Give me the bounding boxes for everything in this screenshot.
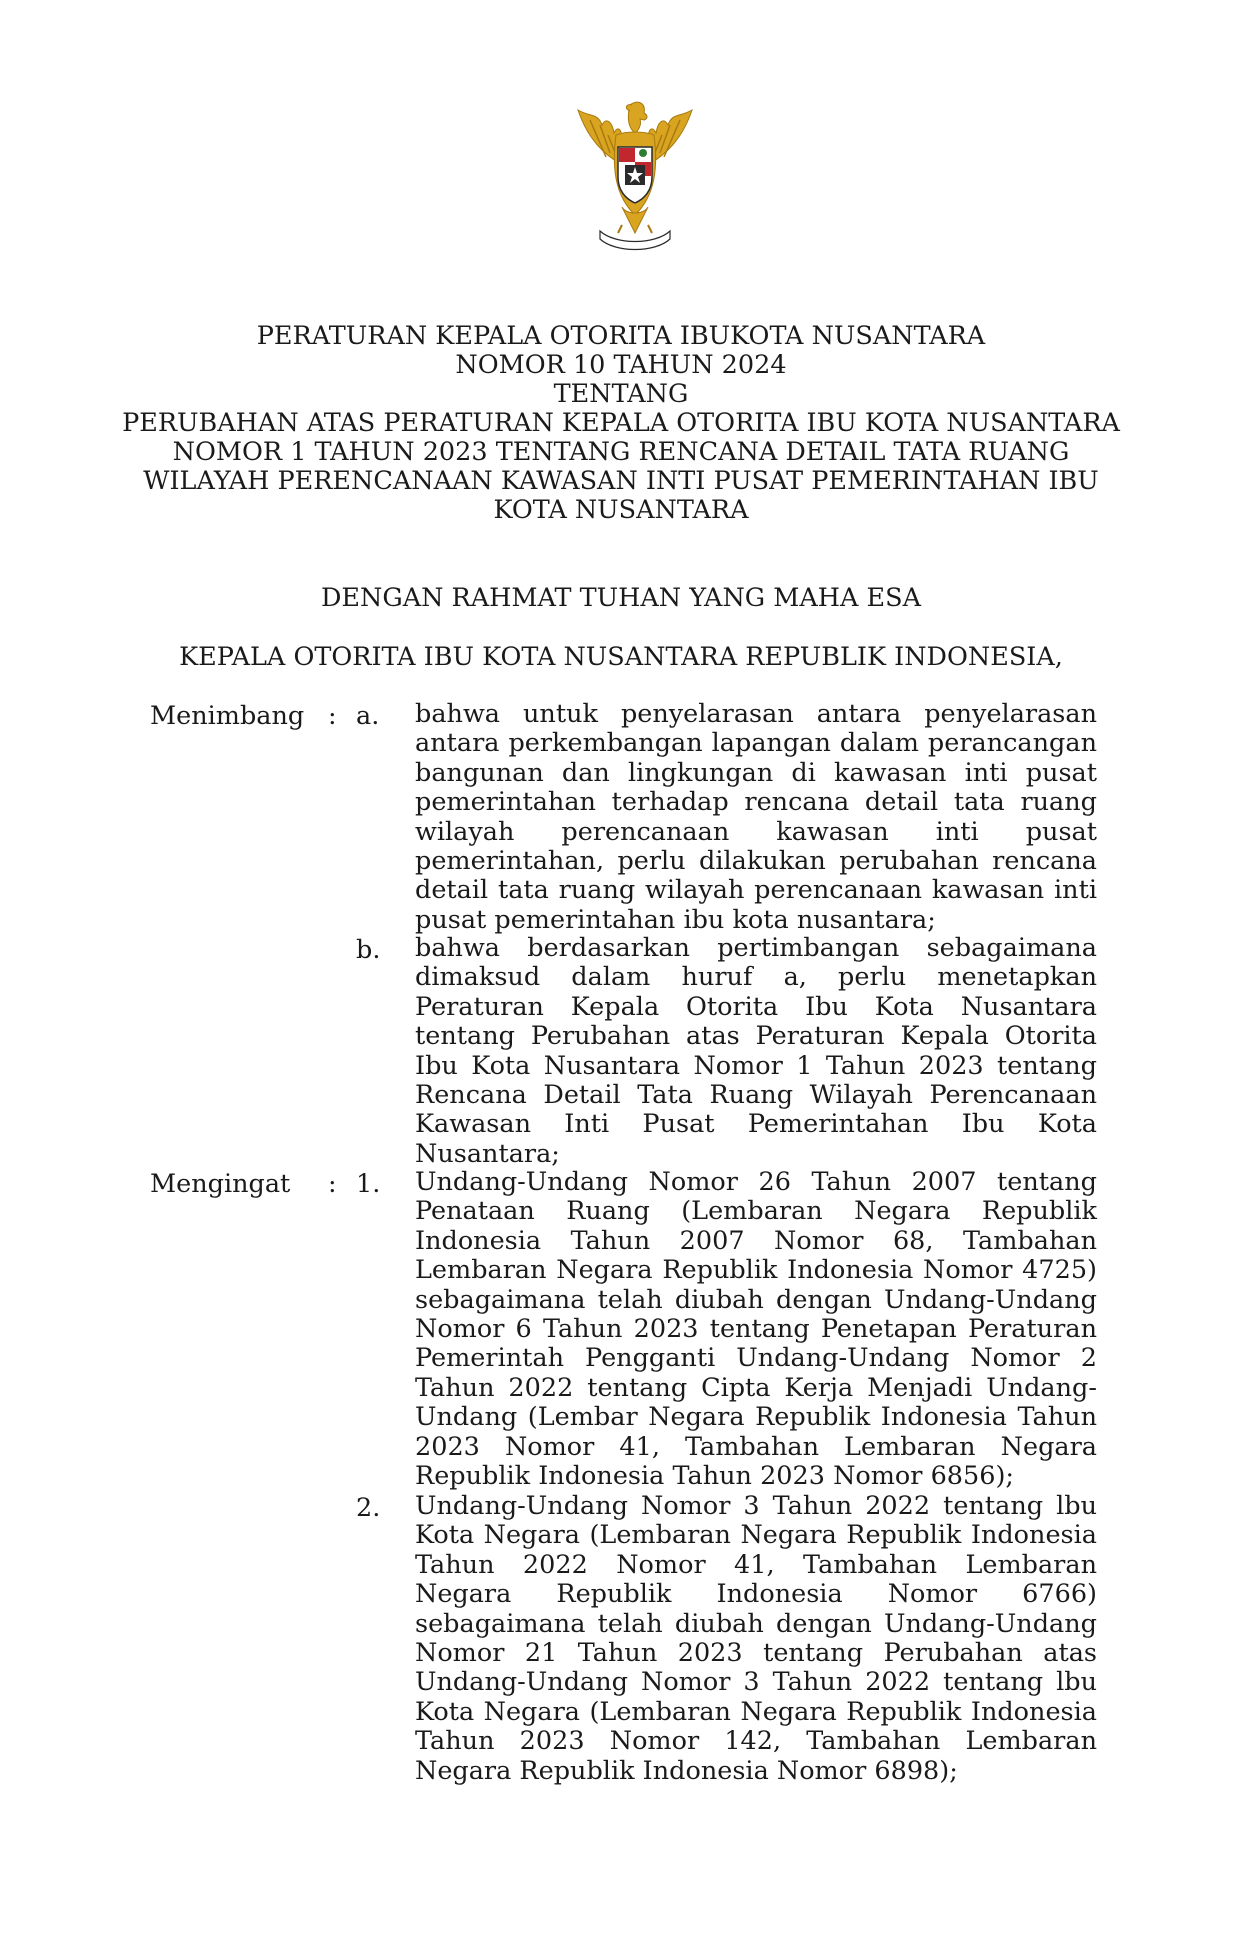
menimbang-label: Menimbang [150, 701, 305, 731]
authority-line: KEPALA OTORITA IBU KOTA NUSANTARA REPUBLIK INDONESIA, [179, 642, 1063, 672]
menimbang-item-a: bahwa untuk penyelarasan antara penyelarasan antara perkembangan lapangan dalam perancangan bangunan dan lingkungan di kawasan inti pusat pemerintahan terhadap rencana detail tata ruang wilayah perencanaan kawasan inti pusat pemerintahan, perlu dilakukan perubahan rencana detail tata ruang wilayah perencanaan kawasan inti pusat pemerintahan ibu kota nusantara; [415, 699, 1097, 935]
mengingat-colon: : [328, 1169, 337, 1199]
title-line-1: PERATURAN KEPALA OTORITA IBUKOTA NUSANTARA [256, 321, 986, 351]
title-line-5: NOMOR 1 TAHUN 2023 TENTANG RENCANA DETAIL TATA RUANG [172, 437, 1070, 467]
title-line-2: NOMOR 10 TAHUN 2024 [455, 350, 787, 380]
mengingat-marker-1: 1. [356, 1169, 381, 1199]
mengingat-item-1: Undang-Undang Nomor 26 Tahun 2007 tentang Penataan Ruang (Lembaran Negara Republik Indonesia Tahun 2007 Nomor 68, Tambahan Lembaran Negara Republik Indonesia Nomor 4725) sebagaimana telah diubah dengan Undang-Undang Nomor 6 Tahun 2023 tentang Penetapan Peraturan Pemerintah Pengganti Undang-Undang Nomor 2 Tahun 2022 tentang Cipta Kerja Menjadi Undang-Undang (Lembar Negara Republik Indonesia Tahun 2023 Nomor 41, Tambahan Lembaran Negara Republik Indonesia Tahun 2023 Nomor 6856); [415, 1167, 1097, 1492]
title-line-4: PERUBAHAN ATAS PERATURAN KEPALA OTORITA IBU KOTA NUSANTARA [122, 408, 1120, 438]
title-line-6: WILAYAH PERENCANAAN KAWASAN INTI PUSAT PEMERINTAHAN IBU [143, 466, 1099, 496]
mengingat-item-2: Undang-Undang Nomor 3 Tahun 2022 tentang lbu Kota Negara (Lembaran Negara Republik Indonesia Tahun 2022 Nomor 41, Tambahan Lembaran Negara Republik Indonesia Nomor 6766) sebagaimana telah diubah dengan Undang-Undang Nomor 21 Tahun 2023 tentang Perubahan atas Undang-Undang Nomor 3 Tahun 2022 tentang lbu Kota Negara (Lembaran Negara Republik Indonesia Tahun 2023 Nomor 142, Tambahan Lembaran Negara Republik Indonesia Nomor 6898); [415, 1491, 1097, 1786]
title-line-3: TENTANG [553, 379, 689, 409]
blessing-line: DENGAN RAHMAT TUHAN YANG MAHA ESA [320, 583, 922, 613]
menimbang-item-b: bahwa berdasarkan pertimbangan sebagaimana dimaksud dalam huruf a, perlu menetapkan Peraturan Kepala Otorita Ibu Kota Nusantara tentang Perubahan atas Peraturan Kepala Otorita Ibu Kota Nusantara Nomor 1 Tahun 2023 tentang Rencana Detail Tata Ruang Wilayah Perencanaan Kawasan Inti Pusat Pemerintahan Ibu Kota Nusantara; [415, 933, 1097, 1169]
mengingat-marker-2: 2. [356, 1493, 381, 1523]
menimbang-marker-a: a. [356, 701, 380, 731]
menimbang-marker-b: b. [356, 935, 381, 965]
menimbang-colon: : [328, 701, 337, 731]
mengingat-label: Mengingat [150, 1169, 291, 1199]
title-line-7: KOTA NUSANTARA [493, 495, 749, 525]
garuda-emblem [560, 95, 710, 255]
